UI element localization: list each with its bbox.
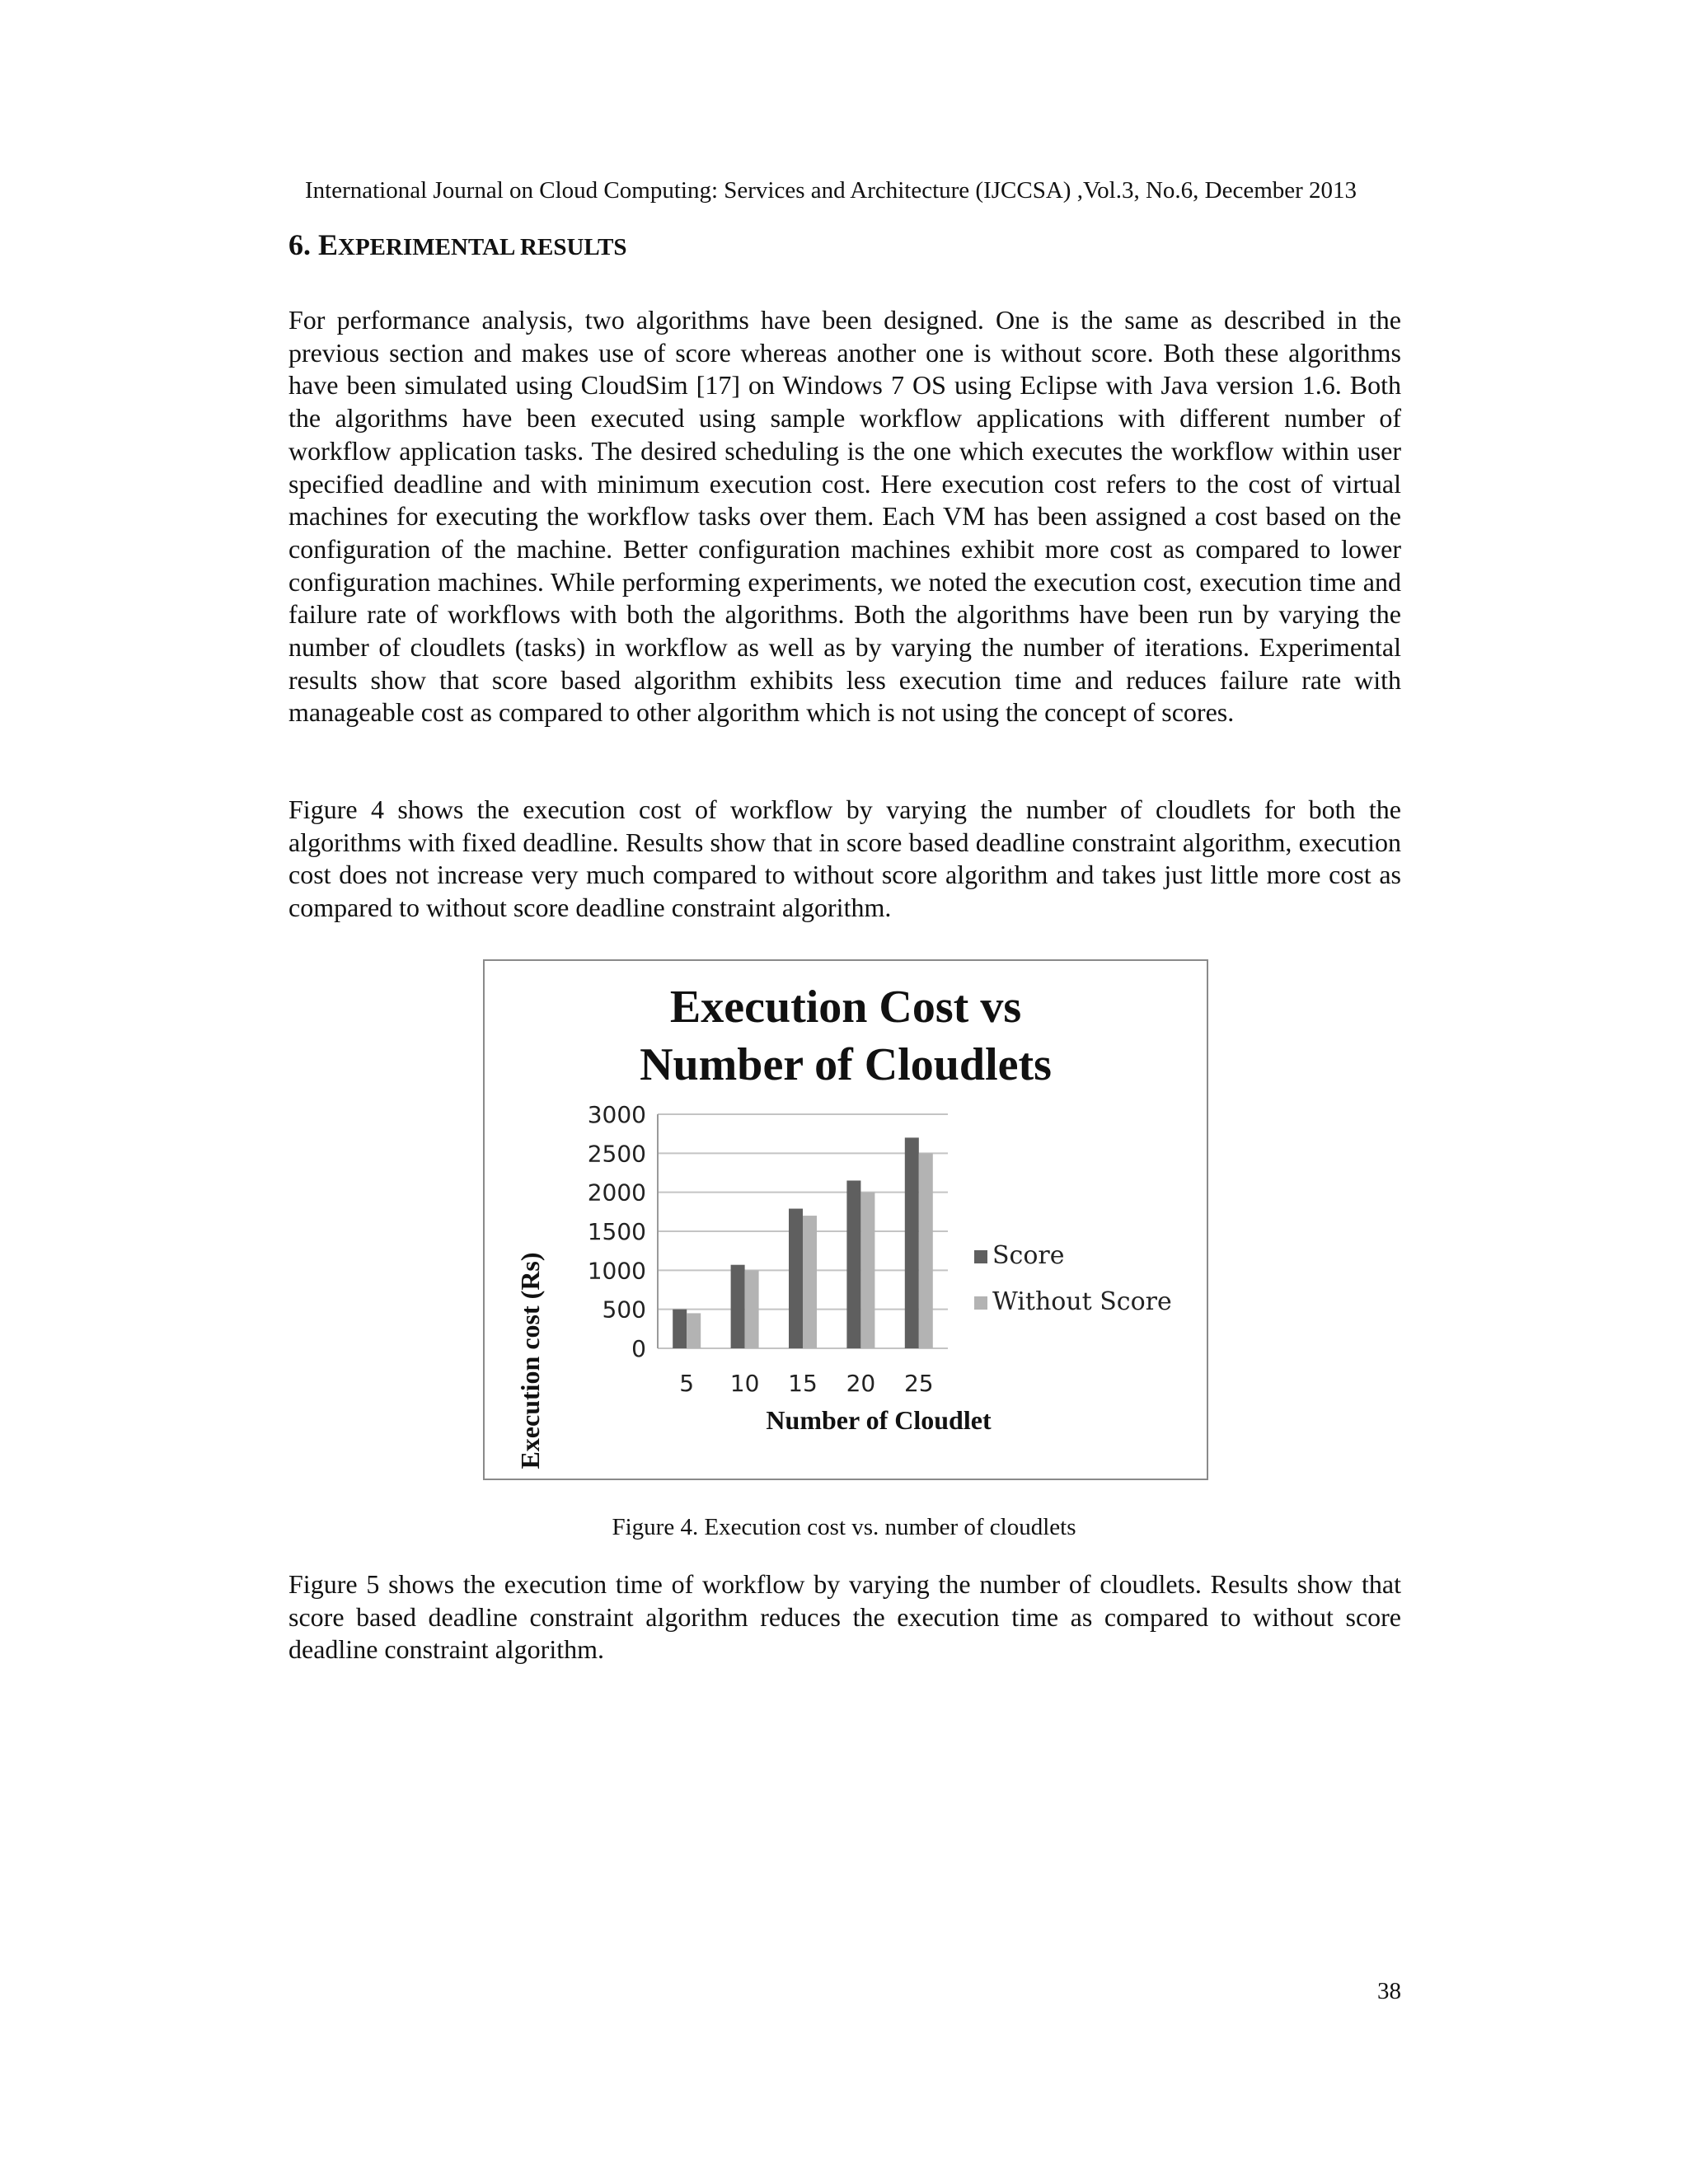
section-title-initial: E xyxy=(318,228,339,261)
figure-caption: Figure 4. Execution cost vs. number of cloudlets xyxy=(612,1514,1076,1540)
section-heading xyxy=(288,227,627,265)
running-header: International Journal on Cloud Computing: Services and Architecture (IJCCSA) ,Vol.3, No.6, December 2013 xyxy=(305,177,1357,204)
bar-score-10 xyxy=(731,1265,745,1348)
chart-canvas xyxy=(485,961,1207,1479)
x-tick-label: 25 xyxy=(903,1370,934,1397)
y-axis-title: Execution cost (Rs) xyxy=(515,1252,545,1469)
page-number: 38 xyxy=(1377,1978,1401,2004)
bar-without-score-25 xyxy=(919,1153,933,1348)
bar-score-20 xyxy=(846,1180,860,1348)
bar-score-15 xyxy=(789,1209,803,1348)
legend-swatch xyxy=(974,1250,987,1263)
chart-title-line1: Execution Cost vs xyxy=(669,982,1022,1033)
y-tick-label: 2000 xyxy=(587,1179,646,1207)
bar-score-5 xyxy=(673,1310,687,1348)
y-tick-label: 0 xyxy=(631,1335,646,1362)
legend-swatch xyxy=(974,1296,987,1310)
x-tick-label: 10 xyxy=(729,1370,760,1397)
paragraph-figure5-description: Figure 5 shows the execution time of workflow by varying the number of cloudlets. Results show that score based deadline constraint algorithm reduces the execution time as compared to without score deadline constraint algorithm. xyxy=(288,1569,1401,1665)
chart-title-line2: Number of Cloudlets xyxy=(640,1039,1052,1090)
chart-x-ticks xyxy=(679,1370,933,1397)
y-tick-label: 1000 xyxy=(587,1257,646,1285)
x-tick-label: 5 xyxy=(679,1370,695,1397)
bar-without-score-5 xyxy=(687,1313,701,1348)
x-tick-label: 20 xyxy=(846,1370,876,1397)
y-tick-label: 500 xyxy=(602,1296,646,1324)
chart-bars xyxy=(673,1137,933,1348)
legend-label: Without Score xyxy=(992,1287,1172,1316)
paragraph-figure4-description: Figure 4 shows the execution cost of workflow by varying the number of cloudlets for both the algorithms with fixed deadline. Results show that in score based deadline constraint algorithm, execution cost does not increase very much compared to without score algorithm and takes just little more cost as compared to without score deadline constraint algorithm. xyxy=(288,794,1401,923)
y-tick-label: 3000 xyxy=(587,1101,646,1128)
y-tick-label: 2500 xyxy=(587,1140,646,1168)
x-tick-label: 15 xyxy=(788,1370,818,1397)
bar-without-score-15 xyxy=(803,1216,817,1348)
y-tick-label: 1500 xyxy=(587,1218,646,1245)
chart-y-ticks xyxy=(588,1101,646,1362)
section-number: 6. xyxy=(288,228,311,261)
legend-label: Score xyxy=(992,1241,1065,1270)
figure-4-chart xyxy=(483,959,1208,1480)
bar-without-score-20 xyxy=(860,1193,874,1348)
paragraph-experimental-overview: For performance analysis, two algorithms have been designed. One is the same as described in the previous section and makes use of score whereas another one is without score. Both these algorithms have been simulated using CloudSim [17] on Windows 7 OS using Eclipse with Java version 1.6. Both the algorithms have been executed using sample workflow applications with different number of workflow application tasks. The desired scheduling is the one which executes the workflow within user specified deadline and with minimum execution cost. Here execution cost refers to the cost of virtual machines for executing the workflow tasks over them. Each VM has been assigned a cost based on the configuration of the machine. Better configuration machines exhibit more cost as compared to lower configuration machines. While performing experiments, we noted the execution cost, execution time and failure rate of workflows with both the algorithms. Both the algorithms have been run by varying the number of cloudlets (tasks) in workflow as well as by varying the number of iterations. Experimental results show that score based algorithm exhibits less execution time and reduces failure rate with manageable cost as compared to other algorithm which is not using the concept of scores. xyxy=(288,305,1401,728)
chart-legend xyxy=(974,1241,1172,1316)
section-title-rest: XPERIMENTAL RESULTS xyxy=(338,234,627,260)
bar-score-25 xyxy=(905,1137,919,1348)
bar-without-score-10 xyxy=(745,1270,759,1348)
x-axis-title: Number of Cloudlet xyxy=(766,1405,992,1435)
